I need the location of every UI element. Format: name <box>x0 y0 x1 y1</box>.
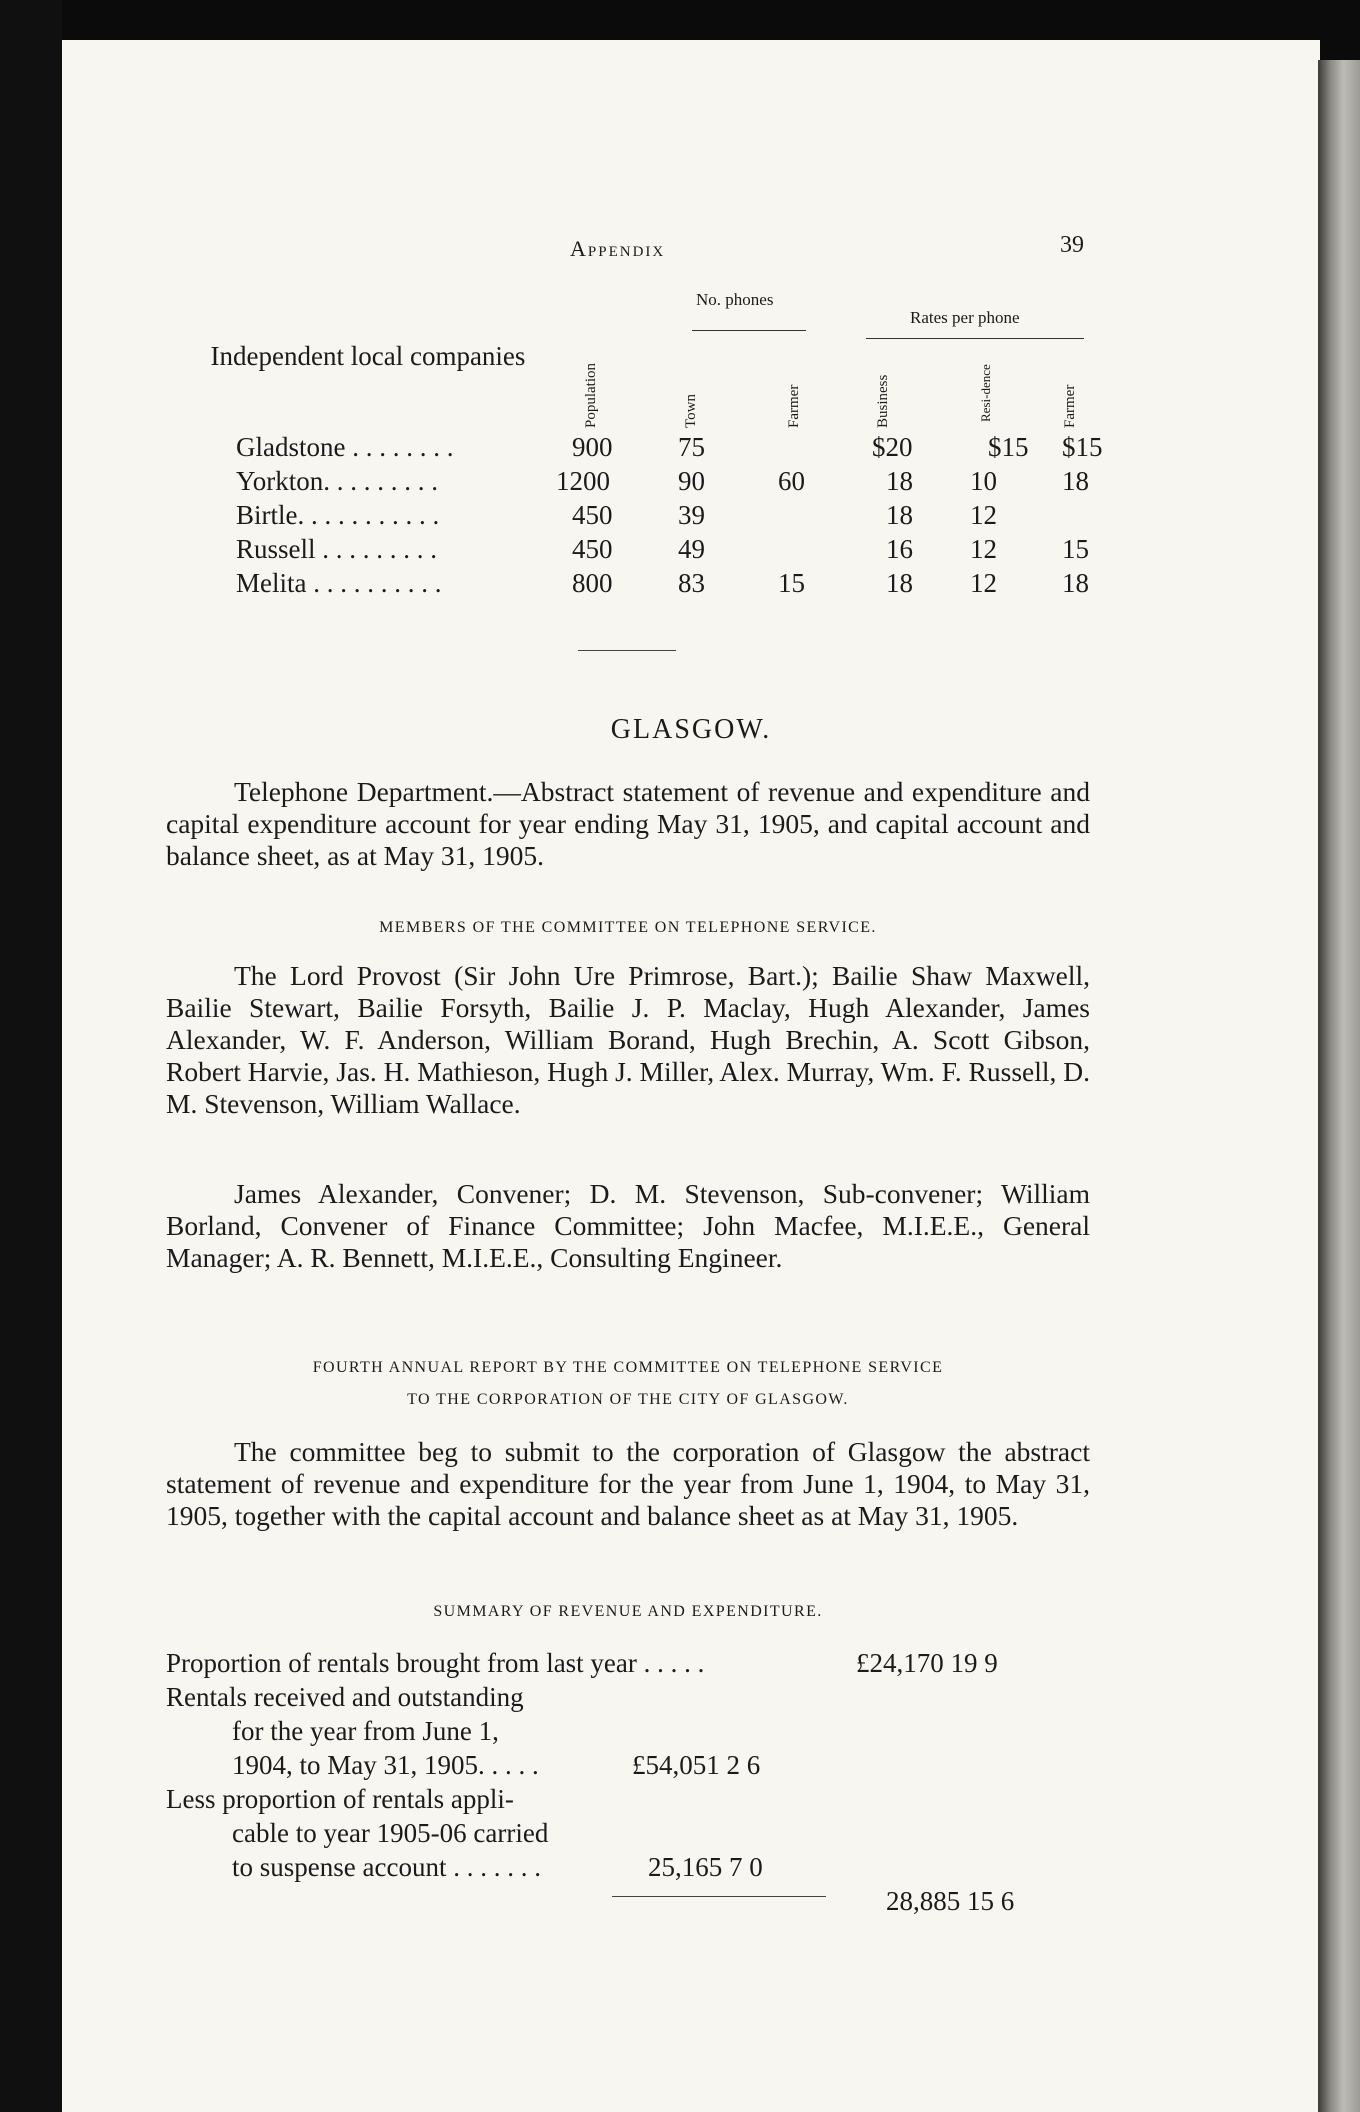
row-name: Yorkton. . . . . . . . . <box>236 466 439 496</box>
col-header-rate-farmer: Farmer <box>1062 384 1078 428</box>
cell-business: 18 <box>886 500 913 530</box>
account-line-less: Less proportion of rentals appli- <box>166 1784 514 1814</box>
col-header-town: Town <box>683 394 699 428</box>
intro-paragraph: Telephone Department.—Abstract statement of revenue and expenditure and capital expenditure account for year ending May 31, 1905, and capital account and balance sheet, as at May 31, 1905. <box>166 776 1090 871</box>
cell-population: 450 <box>572 500 613 530</box>
cell-business: 16 <box>886 534 913 564</box>
sum-rule <box>612 1896 826 1897</box>
cell-residence: 12 <box>970 500 997 530</box>
cell-town: 49 <box>678 534 705 564</box>
cell-farmer: 60 <box>778 466 805 496</box>
account-line-rentals: Rentals received and outstanding <box>166 1682 524 1712</box>
running-header: Appendix <box>570 236 666 261</box>
summary-heading: SUMMARY OF REVENUE AND EXPENDITURE. <box>433 1603 823 1620</box>
group-header-rates: Rates per phone <box>910 308 1020 327</box>
group-header-no-phones: No. phones <box>696 290 774 309</box>
col-header-population: Population <box>583 362 599 428</box>
cell-residence: 10 <box>970 466 997 496</box>
members-heading: MEMBERS OF THE COMMITTEE ON TELEPHONE SERVICE. <box>379 919 877 936</box>
cell-town: 75 <box>678 432 705 462</box>
cell-rate-farmer: 18 <box>1062 568 1089 598</box>
cell-rate-farmer: $15 <box>1062 432 1103 462</box>
account-line-less: cable to year 1905-06 carried <box>232 1818 549 1848</box>
brace-no-phones <box>692 330 806 341</box>
row-name: Russell . . . . . . . . . <box>236 534 438 564</box>
cell-rate-farmer: 18 <box>1062 466 1089 496</box>
cell-town: 83 <box>678 568 705 598</box>
amount-less: 25,165 7 0 <box>648 1852 763 1882</box>
cell-population: 450 <box>572 534 613 564</box>
cell-residence: 12 <box>970 534 997 564</box>
row-name: Birtle. . . . . . . . . . . <box>236 500 440 530</box>
col-header-farmer: Farmer <box>786 384 802 428</box>
section-title: GLASGOW. <box>610 714 772 745</box>
cell-town: 39 <box>678 500 705 530</box>
brace-rates <box>866 338 1084 349</box>
row-name: Gladstone . . . . . . . . <box>236 432 454 462</box>
table-caption: Independent local companies <box>210 341 526 371</box>
amount-rentals: £54,051 2 6 <box>632 1750 761 1780</box>
cell-farmer: 15 <box>778 568 805 598</box>
col-header-business: Business <box>875 374 891 428</box>
cell-residence: 12 <box>970 568 997 598</box>
officers-paragraph: James Alexander, Convener; D. M. Stevenson, Sub-convener; William Borland, Convener of Finance Committee; John Macfee, M.I.E.E., General Manager; A. R. Bennett, M.I.E.E., Consulting Engineer. <box>166 1178 1090 1273</box>
account-line-rentals: for the year from June 1, <box>232 1716 499 1746</box>
amount-brought-forward: £24,170 19 9 <box>856 1648 998 1678</box>
cell-population: 900 <box>572 432 613 462</box>
cell-business: 18 <box>886 568 913 598</box>
account-line-less: to suspense account . . . . . . . <box>232 1852 541 1882</box>
cell-business: $20 <box>872 432 913 462</box>
col-header-residence: Resi-dence <box>978 364 993 422</box>
row-name: Melita . . . . . . . . . . <box>236 568 442 598</box>
account-line-rentals: 1904, to May 31, 1905. . . . . <box>232 1750 539 1780</box>
page-number: 39 <box>1060 232 1084 258</box>
report-heading-line1: FOURTH ANNUAL REPORT BY THE COMMITTEE ON TELEPHONE SERVICE <box>312 1359 944 1376</box>
cell-population: 1200 <box>556 466 610 496</box>
section-divider <box>578 650 676 651</box>
report-heading-line2: TO THE CORPORATION OF THE CITY OF GLASGOW. <box>407 1391 849 1408</box>
amount-total: 28,885 15 6 <box>886 1886 1015 1916</box>
cell-residence: $15 <box>988 432 1029 462</box>
cell-business: 18 <box>886 466 913 496</box>
cell-town: 90 <box>678 466 705 496</box>
cell-population: 800 <box>572 568 613 598</box>
cell-rate-farmer: 15 <box>1062 534 1089 564</box>
account-line-brought-forward: Proportion of rentals brought from last year . . . . . <box>166 1648 705 1678</box>
members-paragraph: The Lord Provost (Sir John Ure Primrose, Bart.); Bailie Shaw Maxwell, Bailie Stewart, Bailie Forsyth, Bailie J. P. Maclay, Hugh Alexander, James Alexander, W. F. Anderson, William Borand, Hugh Brechin, A. Scott Gibson, Robert Harvie, Jas. H. Mathieson, Hugh J. Miller, Alex. Murray, Wm. F. Russell, D. M. Stevenson, William Wallace. <box>166 960 1090 1119</box>
report-paragraph: The committee beg to submit to the corporation of Glasgow the abstract statement of revenue and expenditure for the year from June 1, 1904, to May 31, 1905, together with the capital account and balance sheet as at May 31, 1905. <box>166 1436 1090 1531</box>
